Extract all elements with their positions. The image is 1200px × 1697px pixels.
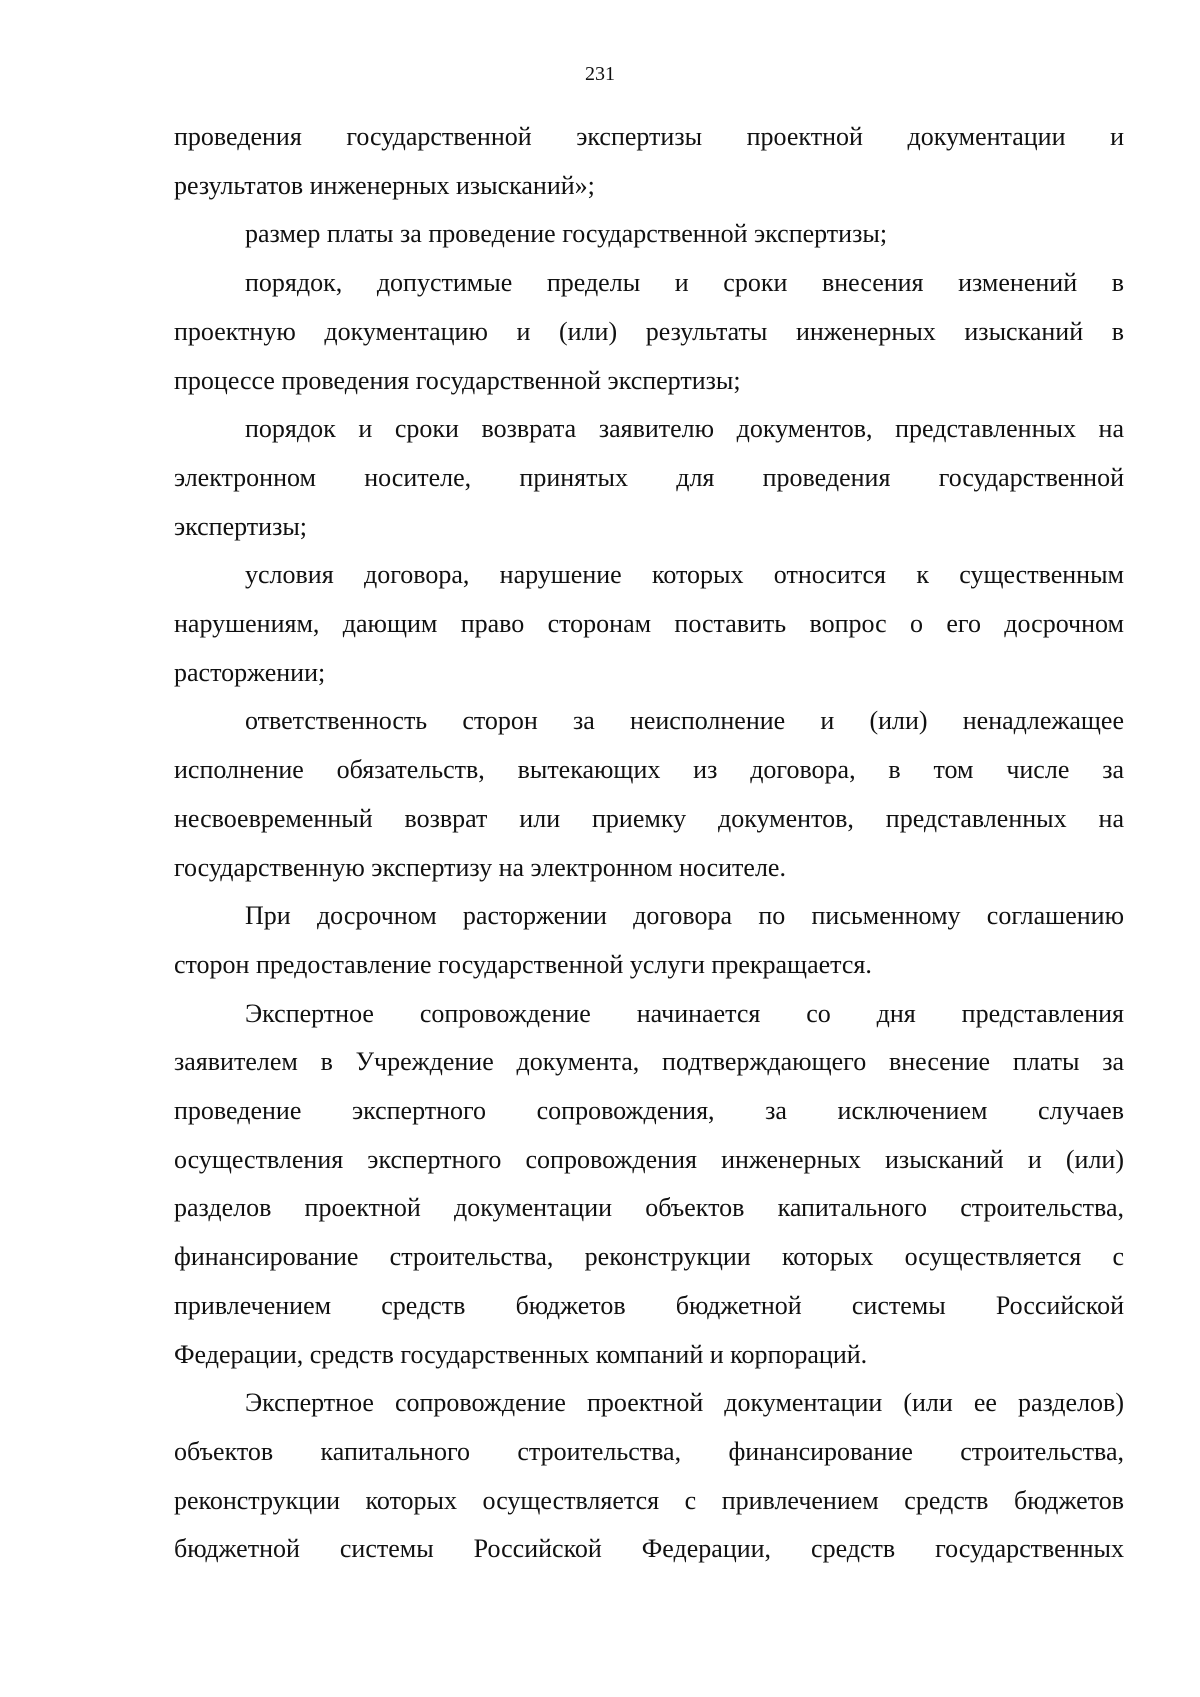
text-line: расторжении; [174,657,326,687]
text-line: реконструкции которых осуществляется с привлечением средств бюджетов [174,1485,1124,1515]
text-line: объектов капитального строительства, финансирование строительства, [174,1436,1124,1466]
text-line: Экспертное сопровождение начинается со дня представления [245,998,1124,1028]
text-line: Федерации, средств государственных компаний и корпораций. [174,1339,868,1369]
text-line: При досрочном расторжении договора по письменному соглашению [245,901,1124,931]
paragraph [174,892,1124,989]
text-line: исполнение обязательств, вытекающих из договора, в том числе за [174,755,1124,785]
text-line: проведение экспертного сопровождения, за исключением случаев [174,1096,1124,1126]
text-line: порядок и сроки возврата заявителю документов, представленных на [245,414,1124,444]
text-line: размер платы за проведение государственной экспертизы; [245,219,888,249]
text-line: бюджетной системы Российской Федерации, средств государственных [174,1534,1124,1564]
text-line: несвоевременный возврат или приемку документов, представленных на [174,803,1124,833]
paragraph [174,210,1124,259]
text-line: ответственность сторон за неисполнение и (или) ненадлежащее [245,706,1124,736]
text-line: Экспертное сопровождение проектной документации (или ее разделов) [245,1388,1124,1418]
text-line: условия договора, нарушение которых относится к существенным [245,560,1124,590]
document-body [174,113,1124,1574]
text-line: проектную документацию и (или) результаты инженерных изысканий в [174,316,1124,346]
text-line: экспертизы; [174,511,308,541]
text-line: сторон предоставление государственной услуги прекращается. [174,949,872,979]
text-line: государственную экспертизу на электронном носителе. [174,852,786,882]
paragraph [174,990,1124,1380]
text-line: разделов проектной документации объектов капитального строительства, [174,1193,1124,1223]
paragraph [174,259,1124,405]
text-line: финансирование строительства, реконструкции которых осуществляется с [174,1242,1124,1272]
text-line: привлечением средств бюджетов бюджетной системы Российской [174,1290,1124,1320]
paragraph [174,1379,1124,1574]
paragraph [174,405,1124,551]
text-line: процессе проведения государственной экспертизы; [174,365,741,395]
text-line: порядок, допустимые пределы и сроки внесения изменений в [245,268,1124,298]
page-number: 231 [585,63,615,85]
text-line: нарушениям, дающим право сторонам поставить вопрос о его досрочном [174,609,1124,639]
paragraph [174,551,1124,697]
text-line: результатов инженерных изысканий»; [174,170,595,200]
paragraph [174,697,1124,892]
text-line: осуществления экспертного сопровождения инженерных изысканий и (или) [174,1144,1124,1174]
paragraph [174,113,1124,210]
text-line: заявителем в Учреждение документа, подтверждающего внесение платы за [174,1047,1124,1077]
text-line: проведения государственной экспертизы проектной документации и [174,122,1124,151]
text-line: электронном носителе, принятых для проведения государственной [174,462,1124,492]
